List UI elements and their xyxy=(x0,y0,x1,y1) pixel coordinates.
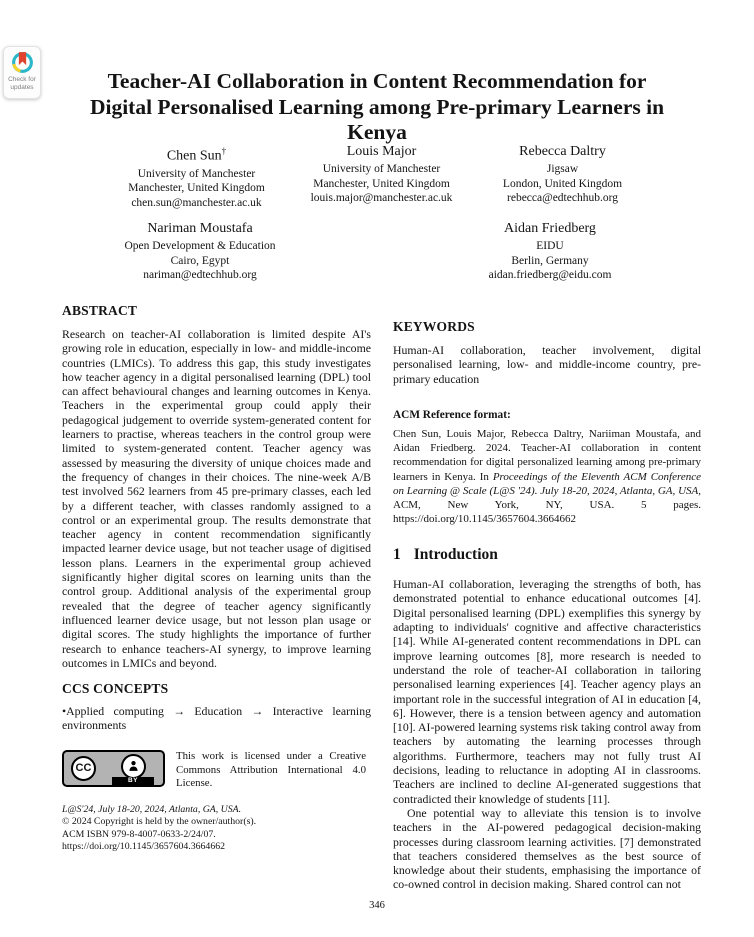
author-email[interactable]: aidan.friedberg@eidu.com xyxy=(488,269,612,281)
abstract-body: Research on teacher-AI collaboration is limited despite AI's growing role in education, especially in low- and middle-income countries (LMICs). To address this gap, this study investigates how teacher agency in a digital personalised learning (DPL) tool can affect behavioural changes and learning outcomes in Kenya. Teachers in the experimental group could apply their pedagogical judgement to override system-generated content for learners to practise, whereas teachers in the control group were limited to system-generated content. Teacher agency was assessed by measuring the diversity of unique choices made and the frequency of changes in their choices. The nine-week A/B test involved 562 learners from 45 pre-primary classes, each led by a different teacher, with classes randomly assigned to a control or an experimental group. The results demonstrate that teacher agency in content recommendation significantly impacted learner device usage, but not teacher usage of digitised lesson plans. Learners in the experimental group achieved significantly higher digital scores on learning units than the control group. Additional analysis of the experimental group revealed that the degree of teacher agency significantly influenced learner device usage, but not lesson plan usage or digital scores. The study highlights the importance of further research to enhance teachers-AI synergy, to improve learning outcomes in LMICs and beyond. xyxy=(62,327,371,670)
left-column xyxy=(62,300,371,853)
acm-reference-body: Chen Sun, Louis Major, Rebecca Daltry, Nariiman Moustafa, and Aidan Friedberg. 2024. Teacher-AI collaboration in content recommendation for digital personalized learning among pre-primary learners in Kenya. In Proceedings of the Eleventh ACM Conference on Learning @ Scale (L@S '24). July 18-20, 2024, Atlanta, GA, USA, ACM, New York, NY, USA. 5 pages. https://doi.org/10.1145/3657604.3664662 xyxy=(393,427,701,526)
author-location: Manchester, United Kingdom xyxy=(313,177,450,190)
copyright-line: © 2024 Copyright is held by the owner/author(s). xyxy=(62,816,257,828)
page-title: Teacher-AI Collaboration in Content Recommendation for Digital Personalised Learning among Pre-primary Learners in Kenya xyxy=(89,69,665,145)
copyright-footnote xyxy=(62,804,371,853)
license-text: This work is licensed under a Creative Commons Attribution International 4.0 License. xyxy=(176,749,366,790)
introduction-paragraph-2: One potential way to alleviate this tension is to involve teachers in the AI-powered pedagogical decision-making processes during classroom learning activities. [7] demonstrated that teachers considered themselves as the best source of knowledge about their students, emphasising the importance of co-owned control in decision making. Shared control can not xyxy=(393,805,701,892)
doi-link[interactable]: https://doi.org/10.1145/3657604.3664662 xyxy=(62,840,226,852)
keywords-heading: KEYWORDS xyxy=(393,319,475,334)
author-name: Aidan Friedberg xyxy=(504,221,596,236)
author-affiliation: Jigsaw xyxy=(546,163,579,175)
author-affiliation: EIDU xyxy=(536,240,564,252)
cc-icon: CC xyxy=(71,756,96,781)
license-block xyxy=(62,750,371,791)
author-email[interactable]: chen.sun@manchester.ac.uk xyxy=(131,196,262,209)
check-for-updates-label: Check for updates xyxy=(8,76,36,91)
conference-line: L@S'24, July 18-20, 2024, Atlanta, GA, USA. xyxy=(62,804,242,816)
check-for-updates-badge[interactable] xyxy=(3,46,41,99)
isbn-line: ACM ISBN 979-8-4007-0633-2/24/07. xyxy=(62,828,216,840)
right-column xyxy=(393,300,701,892)
author-name: Rebecca Daltry xyxy=(519,144,606,159)
introduction-paragraph-1: Human-AI collaboration, leveraging the strengths of both, has demonstrated potential to enhance educational outcomes [4]. Digital personalised learning (DPL) exemplifies this synergy by adapting to individuals' cognitive and affective characteristics [14]. While AI-generated content recommendations in DPL can improve learning outcomes [8], more research is needed to understand the role of teacher-AI collaboration in tailoring personalised learning experiences [4]. Teacher agency plays an important role in the successful integration of AI in education [4, 6]. However, there is a tension between agency and automation [10]. AI-powered learning systems risk taking control away from teachers by automating the learning processes through algorithms. Furthermore, teachers may not fully trust AI decisions, leading to reluctance in adopting AI in classrooms. Teachers are inclined to decline AI-generated suggestions that contradicted their knowledge of students [11]. xyxy=(393,577,701,806)
abstract-heading: ABSTRACT xyxy=(62,303,138,318)
author-email[interactable]: louis.major@manchester.ac.uk xyxy=(310,192,453,204)
ccs-concepts-body: •Applied computing → Education → Interactive learning environments xyxy=(62,704,371,733)
acm-reference-heading: ACM Reference format: xyxy=(393,408,511,421)
by-label: BY xyxy=(112,777,154,785)
author-location: Cairo, Egypt xyxy=(170,254,230,267)
cc-by-license-badge[interactable] xyxy=(62,750,165,787)
author-footnote-dagger: † xyxy=(221,146,227,156)
author-affiliation: Open Development & Education xyxy=(124,240,276,252)
author-location: London, United Kingdom xyxy=(502,177,623,190)
section-number: 1 xyxy=(393,546,401,564)
introduction-heading: 1 Introduction xyxy=(393,546,498,564)
attribution-person-icon xyxy=(121,754,146,779)
author-block xyxy=(70,220,330,283)
keywords-body: Human-AI collaboration, teacher involvement, digital personalised learning, low- and middle-income country, pre-primary education xyxy=(393,343,701,386)
page-number: 346 xyxy=(369,900,385,911)
author-block xyxy=(420,220,680,283)
author-block xyxy=(89,143,304,210)
author-email[interactable]: rebecca@edtechhub.org xyxy=(507,192,618,204)
author-location: Berlin, Germany xyxy=(511,254,589,267)
author-name: Louis Major xyxy=(346,144,417,159)
author-name: Nariman Moustafa xyxy=(147,221,253,236)
author-affiliation: University of Manchester xyxy=(322,163,441,175)
author-affiliation: University of Manchester xyxy=(137,167,256,180)
author-name: Chen Sun† xyxy=(166,146,227,164)
author-email[interactable]: nariman@edtechhub.org xyxy=(143,269,257,281)
author-location: Manchester, United Kingdom xyxy=(128,182,265,195)
author-block xyxy=(455,143,670,206)
ccs-concepts-heading: CCS CONCEPTS xyxy=(62,681,169,697)
check-for-updates-icon xyxy=(10,50,35,75)
